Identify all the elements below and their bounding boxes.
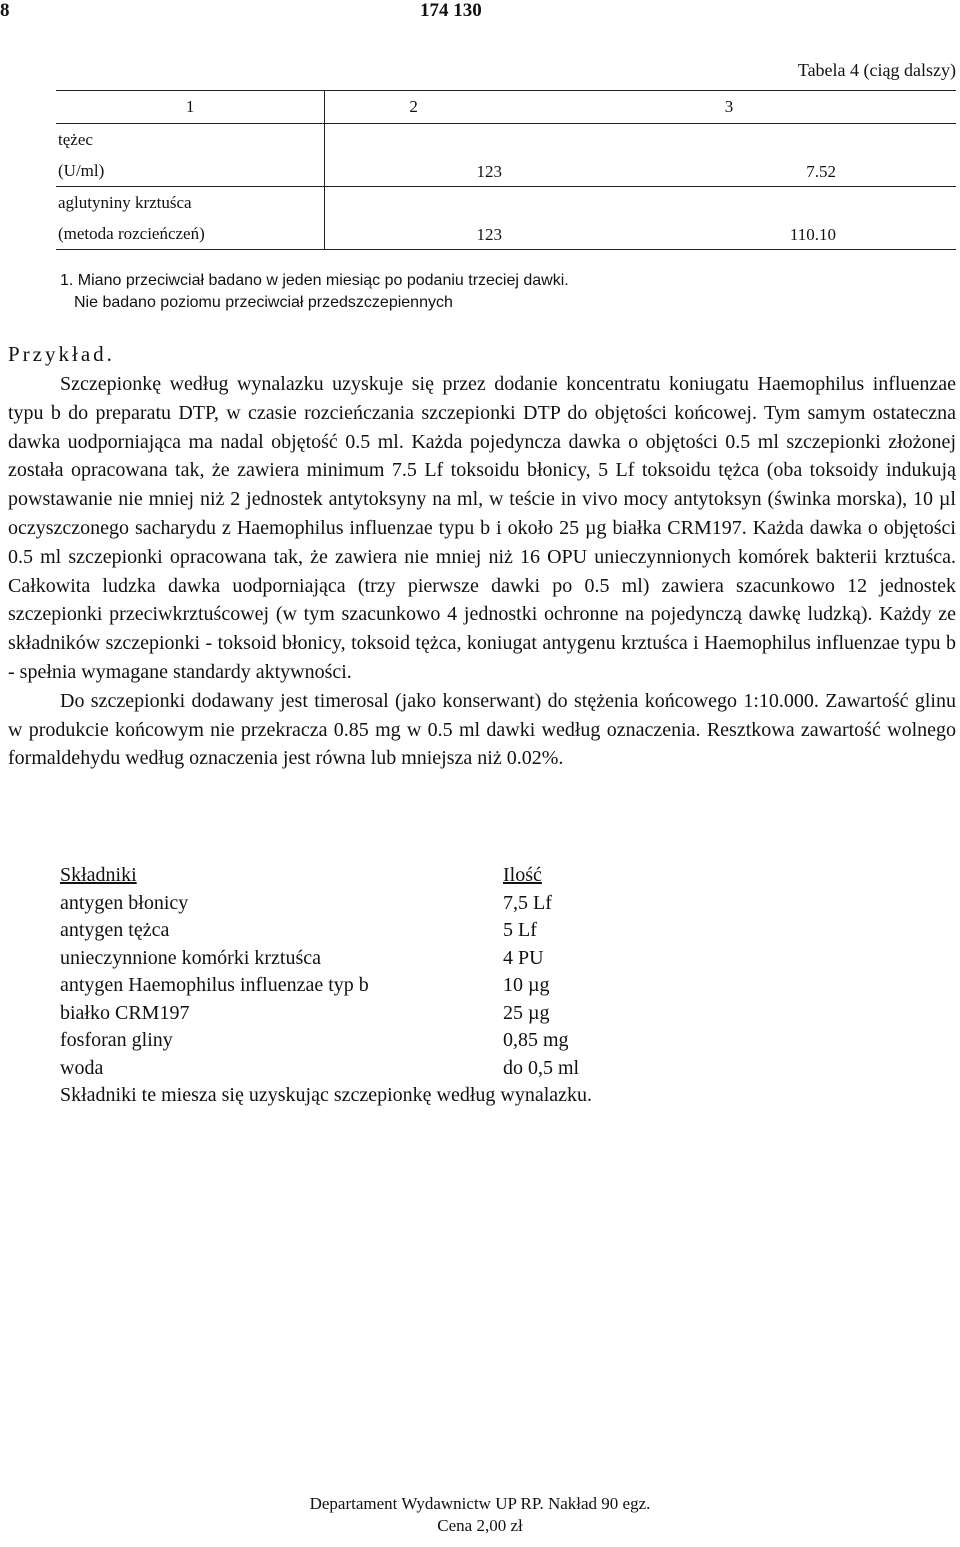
table-notes [60, 270, 569, 314]
example-heading: Przykład. [8, 342, 115, 366]
column-number-1: 1 [56, 91, 325, 124]
ingredient-name: unieczynnione komórki krztuśca [60, 946, 322, 969]
row-value-col2: 123 [325, 124, 502, 187]
ingredients-header-qty: Ilość [503, 864, 542, 886]
list-item [60, 945, 592, 973]
table-row [56, 124, 956, 187]
ingredient-qty: 0,85 mg [503, 1029, 569, 1051]
ingredient-qty: 25 µg [503, 1001, 550, 1024]
list-item [60, 1027, 592, 1055]
row-label-line1: tężec [58, 130, 93, 149]
example-body [8, 370, 956, 773]
patent-number: 174 130 [420, 0, 482, 21]
ingredients-header [60, 862, 592, 890]
list-item [60, 972, 592, 1000]
ingredient-name: fosforan gliny [60, 1029, 173, 1051]
ingredient-qty: do 0,5 ml [503, 1056, 580, 1079]
table-header-row [56, 91, 956, 124]
ingredient-qty: 10 µg [503, 974, 550, 996]
list-item [60, 1000, 592, 1028]
example-paragraph-1: Szczepionkę według wynalazku uzyskuje się przez dodanie koncentratu koniugatu Haemophilus influenzae typu b do preparatu DTP, w czasie rozcieńczania szczepionki DTP do objętości końcowej. Tym samym ostateczna dawka uodporniająca ma nadal objętość 0.5 ml. Każda pojedyncza dawka o objętości 0.5 ml szczepionki złożonej została opracowana tak, że zawiera minimum 7.5 Lf toksoidu błonicy, 5 Lf toksoidu tężca (oba toksoidy indukują powstawanie nie mniej niż 2 jednostek antytoksyny na ml, w teście in vivo mocy antytoksyn (świnka morska), 10 µl oczyszczonego sacharydu z Haemophilus influenzae typu b i około 25 µg białka CRM197. Każda dawka o objętości 0.5 ml szczepionki opracowana tak, że zawiera nie mniej niż 16 OPU unieczynnionych komórek bakterii krztuśca. Całkowita ludzka dawka uodporniająca (trzy pierwsze dawki po 0.5 ml) zawiera szacunkowo 12 jednostek szczepionki przeciwkrztuścowej (w tym szacunkowo 4 jednostki ochronne na pojedynczą dawkę ludzką). Każdy ze składników szczepionki - toksoid błonicy, toksoid tężca, koniugat antygenu krztuśca i Haemophilus influenzae typu b - spełnia wymagane standardy aktywności. [8, 373, 956, 683]
publisher-footer [0, 1493, 960, 1537]
footer-line-1: Departament Wydawnictw UP RP. Nakład 90 egz. [309, 1494, 651, 1513]
row-label-line1: aglutyniny krztuśca [58, 193, 192, 212]
row-label [56, 124, 325, 187]
list-item [60, 890, 592, 918]
row-value-col3: 110.10 [502, 187, 956, 250]
row-label-line2: (metoda rozcieńczeń) [58, 224, 205, 243]
ingredient-name: woda [60, 1056, 104, 1079]
list-item [60, 1055, 592, 1083]
table-caption: Tabela 4 (ciąg dalszy) [797, 60, 956, 80]
example-paragraph-2: Do szczepionki dodawany jest timerosal (jako konserwant) do stężenia końcowego 1:10.000. Zawartość glinu w produkcie końcowym nie przekracza 0.85 mg w 0.5 ml dawki według oznaczenia. Resztkowa zawartość wolnego formaldehydu według oznaczenia jest równa lub mniejsza niż 0.02%. [8, 689, 956, 770]
row-label [56, 187, 325, 250]
column-number-3: 3 [502, 91, 956, 124]
ingredients-header-name: Składniki [60, 864, 137, 886]
row-value-col3: 7.52 [502, 124, 956, 187]
ingredient-qty: 7,5 Lf [503, 891, 552, 914]
row-label-line2: (U/ml) [58, 161, 105, 180]
column-number-2: 2 [325, 91, 502, 124]
footer-line-2: Cena 2,00 zł [437, 1516, 523, 1535]
table-row [56, 187, 956, 250]
ingredient-qty: 5 Lf [503, 919, 537, 941]
page-number: 8 [0, 0, 10, 21]
note-line-2: Nie badano poziomu przeciwciał przedszczepiennych [74, 294, 453, 311]
ingredient-name: antygen tężca [60, 919, 170, 941]
ingredient-name: antygen Haemophilus influenzae typ b [60, 974, 369, 996]
list-item [60, 917, 592, 945]
note-line-1: 1. Miano przeciwciał badano w jeden miesiąc po podaniu trzeciej dawki. [60, 272, 569, 289]
results-table [56, 90, 956, 250]
ingredient-name: białko CRM197 [60, 1001, 190, 1024]
ingredient-qty: 4 PU [503, 946, 544, 969]
ingredients-list [60, 862, 592, 1110]
ingredients-closing: Składniki te miesza się uzyskując szczepionkę według wynalazku. [60, 1084, 593, 1106]
ingredient-name: antygen błonicy [60, 891, 189, 914]
row-value-col2: 123 [325, 187, 502, 250]
